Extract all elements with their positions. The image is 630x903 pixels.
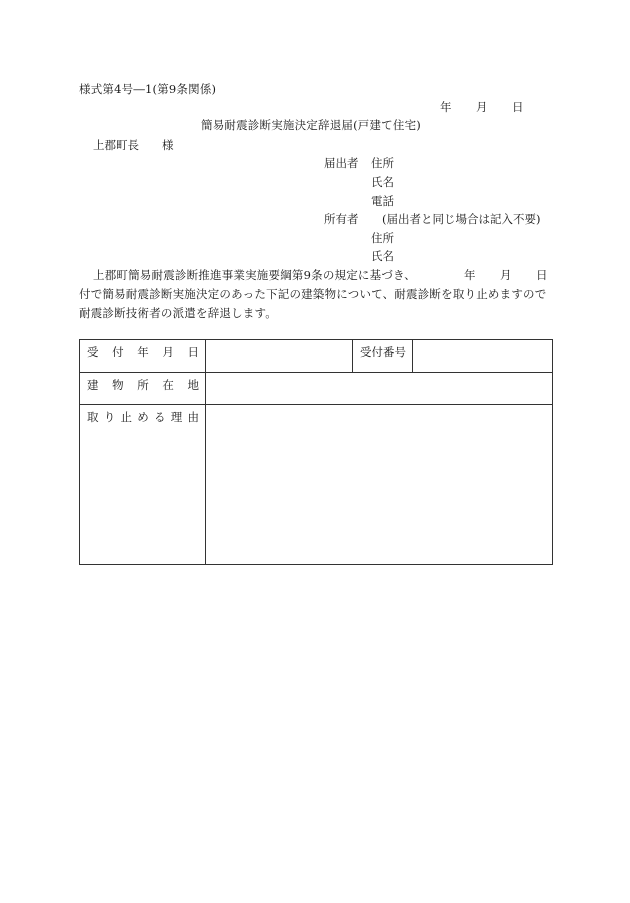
body-year-label: 年 (464, 268, 476, 282)
receipt-number-label: 受付番号 (353, 340, 413, 373)
applicant-address-label: 住所 (371, 156, 394, 170)
applicant-label: 届出者 (324, 156, 359, 170)
body-month-label: 月 (500, 268, 512, 282)
table-row (80, 340, 553, 373)
body-line-2: 付で簡易耐震診断実施決定のあった下記の建築物について、耐震診断を取り止めますので (79, 287, 547, 301)
received-date-label: 受 付 年 月 日 (80, 340, 206, 373)
building-location-field[interactable] (206, 373, 553, 405)
table-row (80, 405, 553, 565)
reason-field[interactable] (206, 405, 553, 565)
building-location-label: 建 物 所 在 地 (80, 373, 206, 405)
owner-name-label: 氏名 (371, 249, 394, 263)
document-title: 簡易耐震診断実施決定辞退届(戸建て住宅) (201, 118, 421, 132)
date-year-label: 年 (440, 100, 452, 114)
date-month-label: 月 (476, 100, 488, 114)
body-day-label: 日 (536, 268, 548, 282)
receipt-number-field[interactable] (413, 340, 553, 373)
addressee-name: 上郡町長 (93, 138, 139, 152)
addressee-honorific: 様 (162, 138, 174, 152)
applicant-phone-label: 電話 (371, 194, 394, 208)
applicant-name-label: 氏名 (371, 175, 394, 189)
reason-label: 取 り 止 め る 理 由 (80, 405, 206, 565)
application-table (79, 339, 553, 565)
owner-label: 所有者 (324, 212, 359, 226)
form-number: 様式第4号―1(第9条関係) (79, 82, 217, 96)
received-date-field[interactable] (206, 340, 353, 373)
owner-address-label: 住所 (371, 231, 394, 245)
body-line-1: 上郡町簡易耐震診断推進事業実施要綱第9条の規定に基づき、 (93, 268, 416, 282)
owner-note: (届出者と同じ場合は記入不要) (382, 212, 541, 226)
table-row (80, 373, 553, 405)
body-line-3: 耐震診断技術者の派遣を辞退します。 (79, 306, 277, 320)
date-day-label: 日 (512, 100, 524, 114)
